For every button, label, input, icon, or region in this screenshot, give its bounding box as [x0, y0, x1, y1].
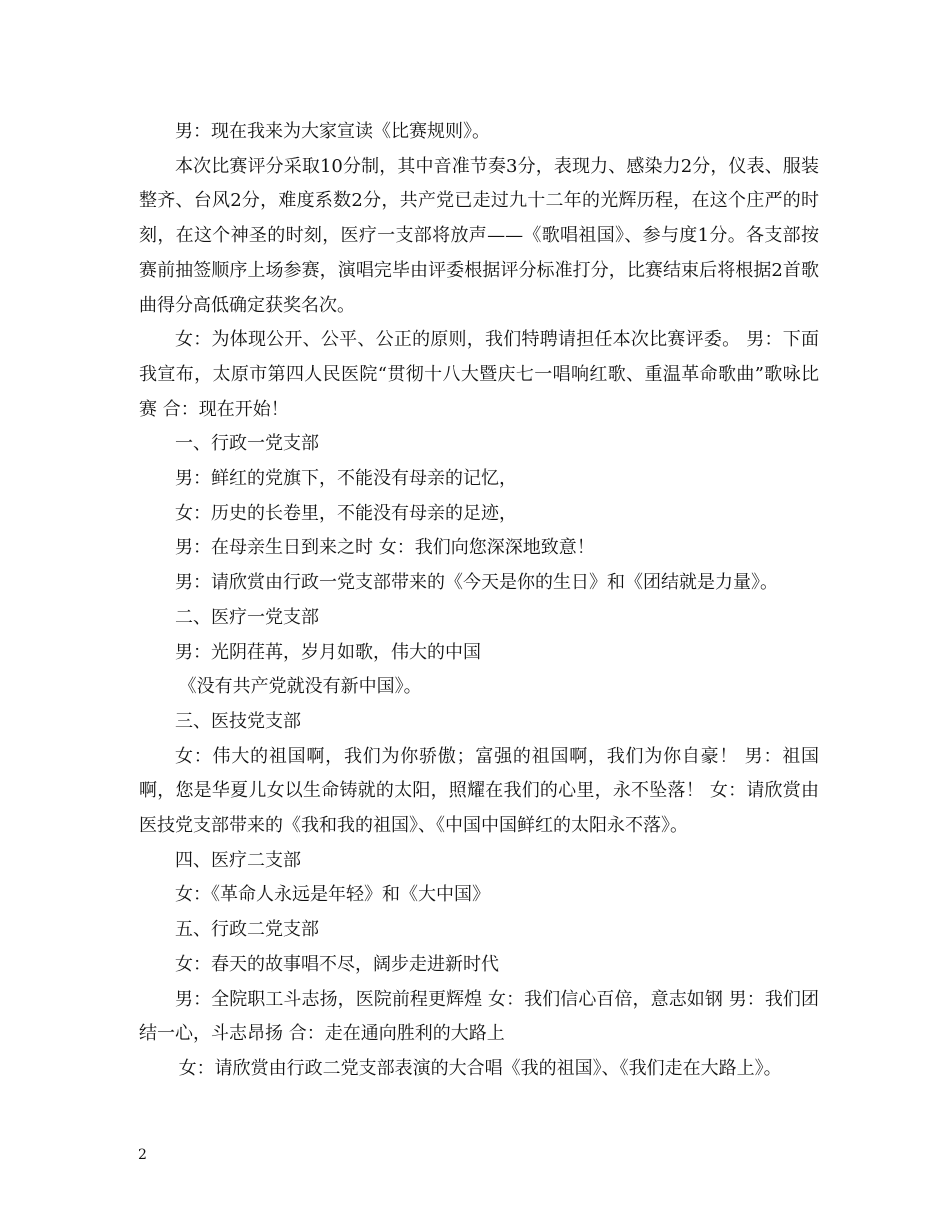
- paragraph-line: 女：伟大的祖国啊，我们为你骄傲；富强的祖国啊，我们为你自豪！ 男：祖国啊，您是华夏儿女以生命铸就的太阳，照耀在我们的心里，永不坠落！ 女：请欣赏由医技党支部带来的《我和我的祖国》、《中国中国鲜红的太阳永不落》。: [139, 745, 819, 837]
- paragraph-line: 男：光阴荏苒，岁月如歌，伟大的中国: [175, 641, 481, 663]
- section-heading-admin-branch-2: 五、行政二党支部: [175, 919, 319, 941]
- paragraph-line: 男：在母亲生日到来之时 女：我们向您深深地致意！: [175, 537, 595, 559]
- paragraph-line: 女：《革命人永远是年轻》和《大中国》: [175, 884, 490, 906]
- paragraph-line: 男：鲜红的党旗下，不能没有母亲的记忆，: [175, 468, 517, 490]
- paragraph-line: 男：请欣赏由行政一党支部带来的《今天是你的生日》和《团结就是力量》。: [175, 572, 778, 594]
- paragraph-rules-intro: 男：现在我来为大家宣读《比赛规则》。: [175, 121, 490, 142]
- paragraph-song-title: 《没有共产党就没有新中国》。: [178, 676, 422, 698]
- paragraph-scoring-rules: 本次比赛评分采取10分制，其中音准节奏3分，表现力、感染力2分，仪表、服装整齐、台风2分，难度系数2分，共产党已走过九十二年的光辉历程，在这个庄严的时刻，在这个神圣的时刻，医疗一支部将放声——《歌唱祖国》、参与度1分。各支部按赛前抽签顺序上场参赛，演唱完毕由评委根据评分标准打分，比赛结束后将根据2首歌曲得分高低确定获奖名次。: [139, 155, 819, 316]
- section-heading-medical-branch-2: 四、医疗二支部: [175, 849, 301, 871]
- paragraph-line: 女：历史的长卷里，不能没有母亲的足迹，: [175, 502, 517, 524]
- paragraph-line: 女：春天的故事唱不尽，阔步走进新时代: [175, 953, 499, 975]
- paragraph-judges-announcement: 女：为体现公开、公平、公正的原则，我们特聘请担任本次比赛评委。 男：下面我宣布，太原市第四人民医院“贯彻十八大暨庆七一唱响红歌、重温革命歌曲”歌咏比赛 合：现在开始！: [139, 329, 819, 420]
- section-heading-medtech-branch: 三、医技党支部: [175, 710, 301, 732]
- paragraph-line: 女：请欣赏由行政二党支部表演的大合唱《我的祖国》、《我们走在大路上》。: [178, 1057, 782, 1079]
- document-body: [139, 115, 819, 1087]
- section-heading-admin-branch-1: 一、行政一党支部: [175, 433, 319, 455]
- paragraph-line: 男：全院职工斗志扬，医院前程更辉煌 女：我们信心百倍，意志如钢 男：我们团结一心，斗志昂扬 合：走在通向胜利的大路上: [139, 988, 819, 1045]
- page-number: 2: [138, 1147, 147, 1163]
- section-heading-medical-branch-1: 二、医疗一党支部: [175, 606, 319, 628]
